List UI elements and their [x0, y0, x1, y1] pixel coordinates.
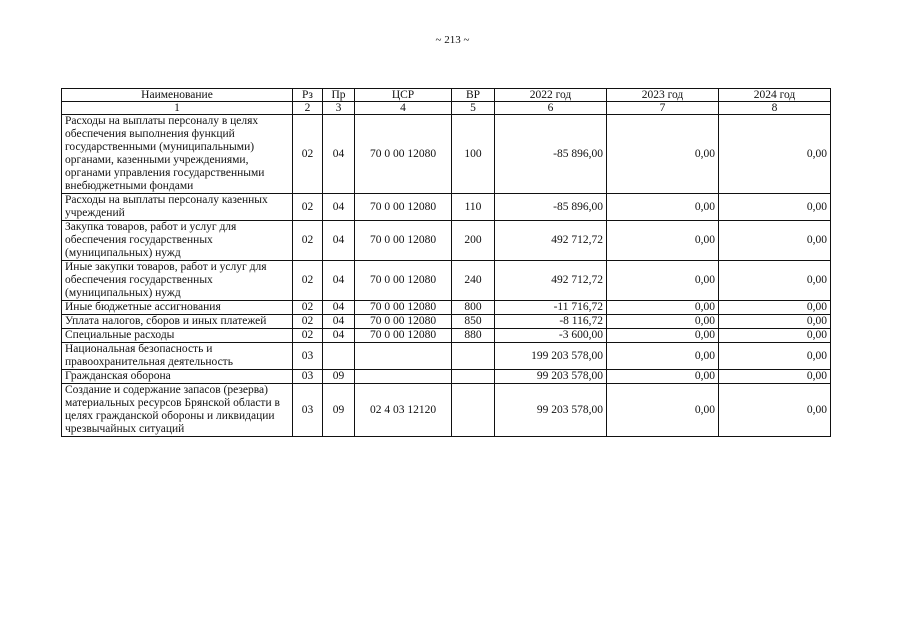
row-2023: 0,00	[607, 221, 719, 261]
row-csr: 02 4 03 12120	[355, 384, 452, 437]
row-pr: 04	[323, 115, 355, 194]
row-vr: 880	[452, 329, 495, 343]
header-row	[62, 89, 831, 102]
row-2022: 99 203 578,00	[495, 370, 607, 384]
row-2024: 0,00	[719, 329, 831, 343]
row-2022: -8 116,72	[495, 315, 607, 329]
row-name: Расходы на выплаты персоналу казенных учреждений	[62, 194, 293, 221]
row-csr: 70 0 00 12080	[355, 261, 452, 301]
row-csr: 70 0 00 12080	[355, 194, 452, 221]
row-csr	[355, 370, 452, 384]
row-vr: 800	[452, 301, 495, 315]
row-name: Иные закупки товаров, работ и услуг для обеспечения государственных (муниципальных) нужд	[62, 261, 293, 301]
row-pr: 04	[323, 315, 355, 329]
row-2023: 0,00	[607, 343, 719, 370]
row-rz: 02	[293, 301, 323, 315]
row-name: Закупка товаров, работ и услуг для обеспечения государственных (муниципальных) нужд	[62, 221, 293, 261]
budget-table	[61, 88, 831, 437]
row-rz: 02	[293, 194, 323, 221]
row-name: Специальные расходы	[62, 329, 293, 343]
table-row	[62, 301, 831, 315]
row-pr: 09	[323, 370, 355, 384]
row-2023: 0,00	[607, 194, 719, 221]
table-row	[62, 384, 831, 437]
row-2024: 0,00	[719, 343, 831, 370]
row-pr: 04	[323, 261, 355, 301]
row-rz: 03	[293, 343, 323, 370]
header-pr: Пр	[323, 89, 355, 102]
column-number: 8	[719, 102, 831, 115]
column-number: 6	[495, 102, 607, 115]
row-2023: 0,00	[607, 315, 719, 329]
row-rz: 02	[293, 221, 323, 261]
row-name: Создание и содержание запасов (резерва) материальных ресурсов Брянской области в целях гражданской обороны и ликвидации чрезвычайных ситуаций	[62, 384, 293, 437]
row-name: Национальная безопасность и правоохранительная деятельность	[62, 343, 293, 370]
row-csr: 70 0 00 12080	[355, 329, 452, 343]
header-csr: ЦСР	[355, 89, 452, 102]
row-2023: 0,00	[607, 370, 719, 384]
row-2023: 0,00	[607, 329, 719, 343]
row-vr: 240	[452, 261, 495, 301]
row-2022: -11 716,72	[495, 301, 607, 315]
row-2024: 0,00	[719, 221, 831, 261]
row-2022: 492 712,72	[495, 261, 607, 301]
table-row	[62, 370, 831, 384]
header-vr: ВР	[452, 89, 495, 102]
row-vr: 850	[452, 315, 495, 329]
row-vr	[452, 343, 495, 370]
row-vr: 100	[452, 115, 495, 194]
row-pr: 04	[323, 221, 355, 261]
row-2022: 492 712,72	[495, 221, 607, 261]
column-number: 1	[62, 102, 293, 115]
row-rz: 03	[293, 384, 323, 437]
row-2023: 0,00	[607, 301, 719, 315]
row-2024: 0,00	[719, 384, 831, 437]
table-row	[62, 329, 831, 343]
table-row	[62, 261, 831, 301]
row-rz: 02	[293, 329, 323, 343]
column-number: 3	[323, 102, 355, 115]
row-rz: 02	[293, 261, 323, 301]
row-name: Иные бюджетные ассигнования	[62, 301, 293, 315]
row-csr: 70 0 00 12080	[355, 315, 452, 329]
row-name: Уплата налогов, сборов и иных платежей	[62, 315, 293, 329]
row-pr: 04	[323, 301, 355, 315]
row-2024: 0,00	[719, 194, 831, 221]
row-2022: -85 896,00	[495, 115, 607, 194]
row-2022: -85 896,00	[495, 194, 607, 221]
row-2023: 0,00	[607, 261, 719, 301]
column-number: 7	[607, 102, 719, 115]
row-2024: 0,00	[719, 315, 831, 329]
row-csr: 70 0 00 12080	[355, 221, 452, 261]
row-name: Расходы на выплаты персоналу в целях обеспечения выполнения функций государственными (муниципальными) органами, казенными учреждениями, органами управления государственными внебюджетными фондами	[62, 115, 293, 194]
header-name: Наименование	[62, 89, 293, 102]
row-vr: 200	[452, 221, 495, 261]
page-number: ~ 213 ~	[435, 34, 470, 46]
table-row	[62, 221, 831, 261]
row-rz: 02	[293, 115, 323, 194]
column-number: 5	[452, 102, 495, 115]
table-row	[62, 343, 831, 370]
row-2022: -3 600,00	[495, 329, 607, 343]
row-2024: 0,00	[719, 115, 831, 194]
row-rz: 02	[293, 315, 323, 329]
row-2024: 0,00	[719, 301, 831, 315]
row-vr	[452, 384, 495, 437]
row-csr	[355, 343, 452, 370]
column-number: 4	[355, 102, 452, 115]
header-2022: 2022 год	[495, 89, 607, 102]
table-row	[62, 315, 831, 329]
row-2022: 199 203 578,00	[495, 343, 607, 370]
row-rz: 03	[293, 370, 323, 384]
row-vr: 110	[452, 194, 495, 221]
column-number-row	[62, 102, 831, 115]
row-2023: 0,00	[607, 115, 719, 194]
row-name: Гражданская оборона	[62, 370, 293, 384]
header-2024: 2024 год	[719, 89, 831, 102]
row-pr: 04	[323, 194, 355, 221]
row-csr: 70 0 00 12080	[355, 115, 452, 194]
table-row	[62, 194, 831, 221]
row-2022: 99 203 578,00	[495, 384, 607, 437]
row-2024: 0,00	[719, 261, 831, 301]
table-row	[62, 115, 831, 194]
row-pr: 04	[323, 329, 355, 343]
row-2024: 0,00	[719, 370, 831, 384]
header-2023: 2023 год	[607, 89, 719, 102]
row-2023: 0,00	[607, 384, 719, 437]
row-vr	[452, 370, 495, 384]
column-number: 2	[293, 102, 323, 115]
row-pr	[323, 343, 355, 370]
header-rz: Рз	[293, 89, 323, 102]
row-csr: 70 0 00 12080	[355, 301, 452, 315]
row-pr: 09	[323, 384, 355, 437]
